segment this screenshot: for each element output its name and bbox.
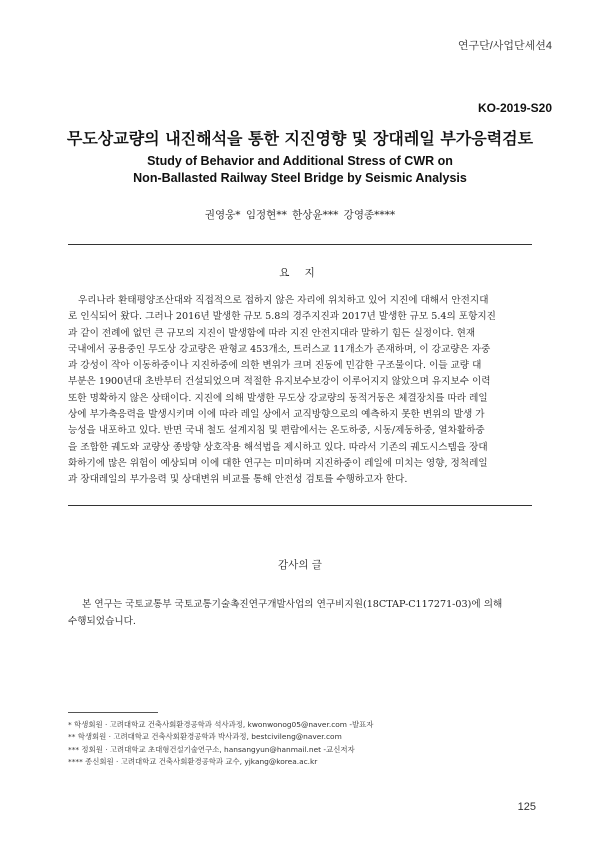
author-list: 권영웅* 임정현** 한상윤*** 강영종**** bbox=[204, 209, 396, 221]
acknowledgement-heading: 감사의 글 bbox=[278, 559, 322, 571]
abstract-bottom-rule bbox=[68, 505, 532, 506]
acknowledgement-body bbox=[68, 596, 536, 630]
title-korean: 무도상교량의 내진해석을 통한 지진영향 및 장대레일 부가응력검토 bbox=[66, 129, 534, 148]
footnote-item: **** 종신회원 · 고려대학교 건축사회환경공학과 교수, yjkang@korea.ac.kr bbox=[68, 756, 318, 766]
session-label: 연구단/사업단세션4 bbox=[457, 40, 552, 52]
abstract-line: 또한 명확하지 않은 상태이다. 지진에 의해 발생한 무도상 강교량의 동적거동은 체결장치를 따라 레일 bbox=[68, 392, 488, 404]
acknowledgement-line: 본 연구는 국토교통부 국토교통기술촉진연구개발사업의 연구비지원(18CTAP-C117271-03)에 의해 bbox=[82, 599, 503, 610]
footnote-item: *** 정회원 · 고려대학교 초대형건설기술연구소, hansangyun@hanmail.net -교신저자 bbox=[68, 744, 355, 754]
title-english-line-1: Study of Behavior and Additional Stress of CWR on bbox=[147, 154, 453, 168]
abstract-line: 상에 부가축응력을 발생시키며 이에 따라 레일 상에서 교직방향으로의 예측하지 못한 변위의 발생 가 bbox=[68, 409, 485, 421]
abstract-line: 우리나라 환태평양조산대와 직접적으로 접하지 않은 자리에 위치하고 있어 지진에 대해서 안전지대 bbox=[78, 295, 489, 306]
abstract-line: 국내에서 공용중인 무도상 강교량은 판형교 453개소, 트러스교 11개소가 존재하며, 이 강교량은 자중 bbox=[68, 343, 491, 355]
page-number: 125 bbox=[517, 801, 536, 813]
acknowledgement-line: 수행되었습니다. bbox=[68, 616, 136, 627]
abstract-body bbox=[68, 293, 536, 489]
abstract-line: 능성을 내포하고 있다. 반면 국내 철도 설계지침 및 편람에서는 온도하중, 시동/제동하중, 열차활하중 bbox=[68, 425, 485, 437]
abstract-line: 화하기에 많은 위험이 예상되며 이에 대한 연구는 미미하며 지진하중이 레일에 미치는 영향, 정척레일 bbox=[68, 457, 488, 469]
abstract-line: 을 조합한 궤도와 교량상 종방향 상호작용 해석법을 제시하고 있다. 따라서 기존의 궤도시스템을 장대 bbox=[68, 441, 488, 453]
abstract-line: 로 인식되어 왔다. 그러나 2016년 발생한 규모 5.8의 경주지진과 2017년 발생한 규모 5.4의 포항지진 bbox=[68, 311, 496, 323]
footnote-rule bbox=[68, 712, 158, 713]
abstract-line: 부분은 1900년대 초반부터 건설되었으며 적절한 유지보수보강이 이루어지지 않았으며 유지보수 이력 bbox=[68, 376, 491, 388]
title-english-line-2: Non-Ballasted Railway Steel Bridge by Seismic Analysis bbox=[133, 171, 467, 185]
paper-id: KO-2019-S20 bbox=[477, 101, 552, 115]
abstract-line: 과 장대레일의 부가응력 및 상대변위 비교를 통해 안전성 검토를 수행하고자 한다. bbox=[68, 474, 408, 486]
abstract-line: 과 같이 전례에 없던 큰 규모의 지진이 발생함에 따라 지진 안전지대라 말하기 힘든 실정이다. 현재 bbox=[68, 327, 476, 339]
abstract-line: 과 강성이 작아 이동하중이나 지진하중에 의한 변위가 크며 진동에 민감한 구조물이다. 이들 교량 대 bbox=[68, 360, 482, 372]
footnotes bbox=[68, 719, 538, 768]
footnote-item: * 학생회원 · 고려대학교 건축사회환경공학과 석사과정, kwonwonog05@naver.com -발표자 bbox=[68, 720, 374, 729]
abstract-top-rule bbox=[68, 244, 532, 245]
footnote-item: ** 학생회원 · 고려대학교 건축사회환경공학과 박사과정, bestcivileng@naver.com bbox=[68, 732, 342, 742]
abstract-heading: 요 지 bbox=[279, 267, 321, 279]
